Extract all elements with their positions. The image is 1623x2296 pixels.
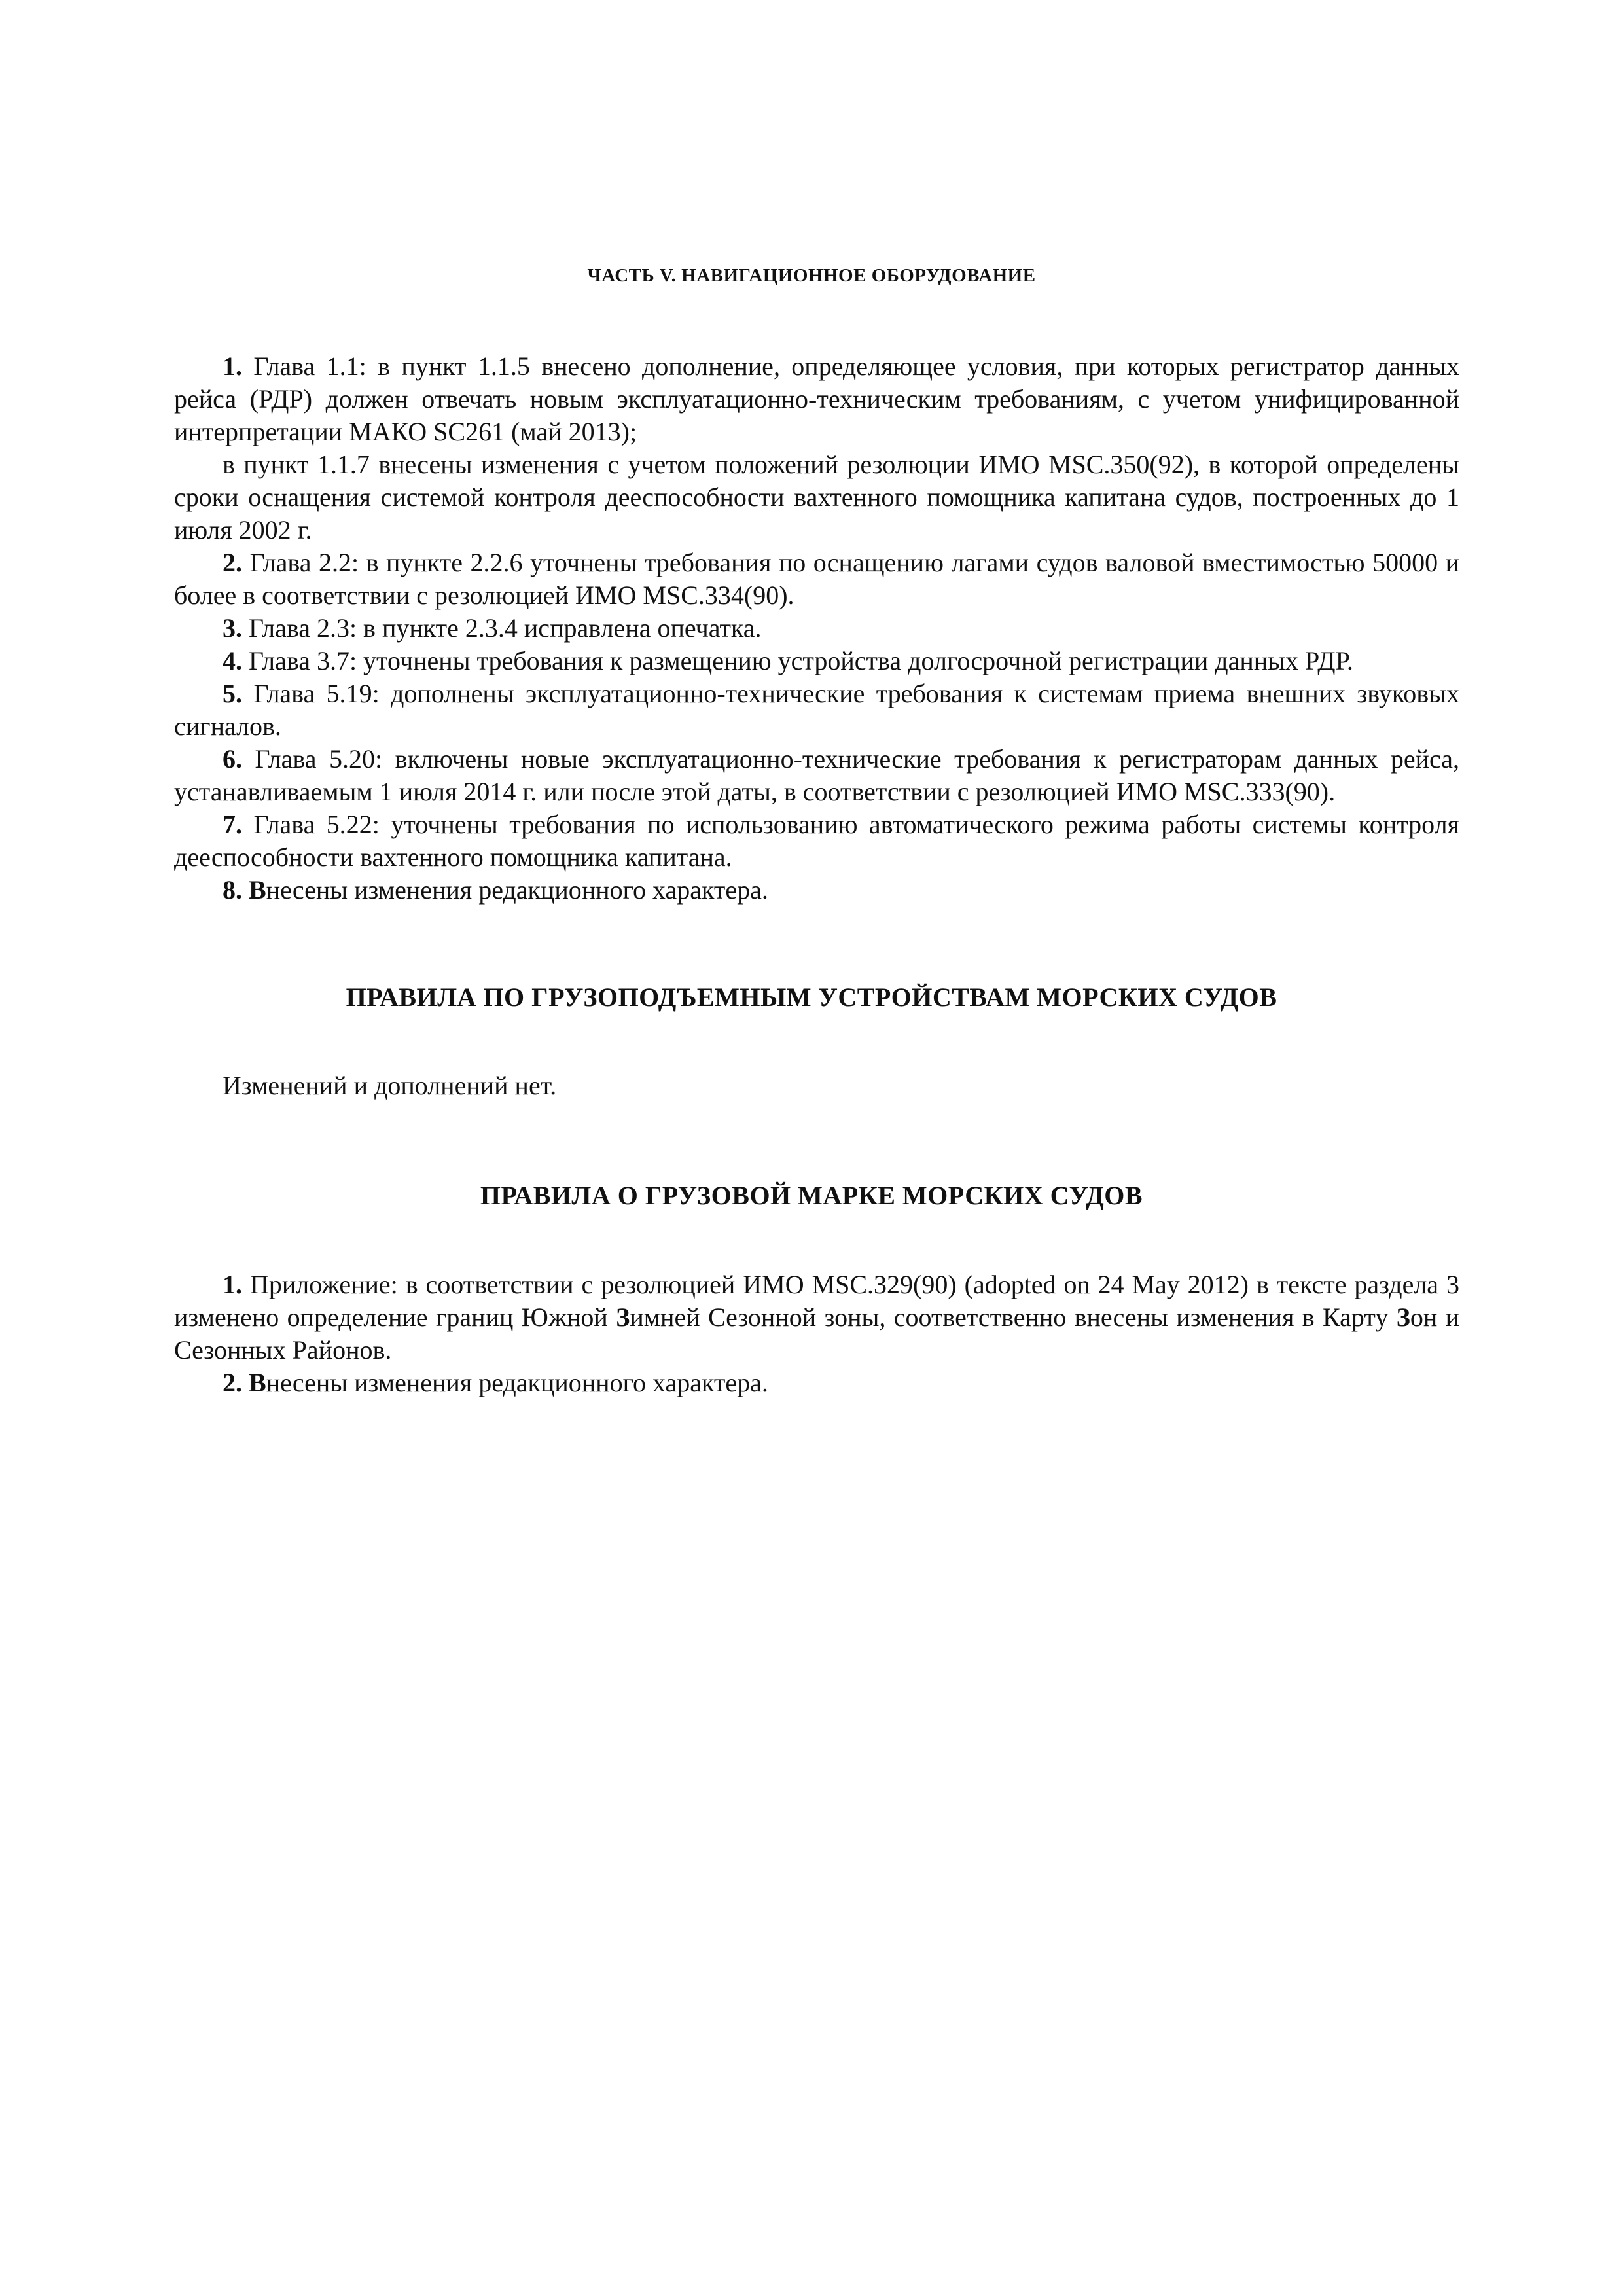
part5-item-3 bbox=[174, 612, 1459, 645]
lifting-text bbox=[174, 1069, 1459, 1102]
item-number: 4. bbox=[223, 646, 242, 675]
item-text: Глава 5.19: дополнены эксплуатационно-технические требования к системам приема внешних звуковых сигналов. bbox=[174, 679, 1459, 741]
item-text: Глава 1.1: в пункт 1.1.5 внесено дополнение, определяющее условия, при которых регистратор данных рейса (РДР) должен отвечать новым эксплуатационно-техническим требованиям, с учетом унифицированной интерпретации МАКО SC261 (май 2013); bbox=[174, 351, 1459, 446]
lifting-heading: ПРАВИЛА ПО ГРУЗОПОДЪЕМНЫМ УСТРОЙСТВАМ МОРСКИХ СУДОВ bbox=[346, 982, 1277, 1012]
part5-item-1-cont bbox=[174, 448, 1459, 547]
item-text: Глава 3.7: уточнены требования к размещению устройства долгосрочной регистрации данных РДР. bbox=[242, 646, 1353, 675]
item-number: 6. bbox=[223, 744, 242, 774]
item-text: имней Сезонной зоны, соответственно внесены изменения в Карту bbox=[630, 1302, 1397, 1332]
bold-letter: В bbox=[249, 1368, 266, 1397]
item-number: 2. bbox=[223, 548, 242, 577]
item-number: 8. bbox=[223, 875, 242, 905]
item-number: 1. bbox=[223, 1270, 242, 1299]
part5-body bbox=[174, 350, 1459, 906]
item-text: несены изменения редакционного характера. bbox=[266, 1368, 768, 1397]
loadline-body bbox=[174, 1268, 1459, 1399]
part5-item-7 bbox=[174, 808, 1459, 874]
bold-letter: З bbox=[616, 1302, 630, 1332]
bold-letter: В bbox=[249, 875, 266, 905]
item-text: он и Сезонных Районов. bbox=[174, 1302, 1460, 1365]
part5-heading: ЧАСТЬ V. НАВИГАЦИОННОЕ ОБОРУДОВАНИЕ bbox=[587, 265, 1036, 286]
item-text: Глава 5.22: уточнены требования по использованию автоматического режима работы системы контроля дееспособности вахтенного помощника капитана. bbox=[174, 810, 1459, 872]
item-text: в пункт 1.1.7 внесены изменения с учетом положений резолюции ИМО MSC.350(92), в которой определены сроки оснащения системой контроля дееспособности вахтенного помощника капитана судов, построенных до 1 июля 2002 г. bbox=[174, 450, 1459, 545]
lifting-text-span: Изменений и дополнений нет. bbox=[223, 1071, 557, 1100]
loadline-item-1 bbox=[174, 1268, 1459, 1367]
item-text: Глава 2.3: в пункте 2.3.4 исправлена опечатка. bbox=[242, 613, 762, 643]
item-number: 2. bbox=[223, 1368, 242, 1397]
part5-item-5 bbox=[174, 677, 1459, 743]
item-text: Глава 5.20: включены новые эксплуатационно-технические требования к регистраторам данных рейса, устанавливаемым 1 июля 2014 г. или после этой даты, в соответствии с резолюцией ИМО MSC.333(90). bbox=[174, 744, 1459, 806]
loadline-item-2 bbox=[174, 1367, 1459, 1399]
part5-item-8 bbox=[174, 874, 1459, 906]
item-text bbox=[242, 1368, 249, 1397]
item-number: 5. bbox=[223, 679, 242, 708]
loadline-heading: ПРАВИЛА О ГРУЗОВОЙ МАРКЕ МОРСКИХ СУДОВ bbox=[480, 1181, 1143, 1210]
part5-item-1 bbox=[174, 350, 1459, 448]
item-text: несены изменения редакционного характера. bbox=[266, 875, 768, 905]
lifting-body bbox=[174, 1069, 1459, 1102]
item-number: 1. bbox=[223, 351, 242, 381]
item-number: 7. bbox=[223, 810, 242, 839]
part5-item-4 bbox=[174, 645, 1459, 677]
item-number: 3. bbox=[223, 613, 242, 643]
part5-item-6 bbox=[174, 743, 1459, 808]
item-text: Глава 2.2: в пункте 2.2.6 уточнены требования по оснащению лагами судов валовой вместимостью 50000 и более в соответствии с резолюцией ИМО MSC.334(90). bbox=[174, 548, 1459, 610]
part5-item-2 bbox=[174, 547, 1459, 612]
item-text: Приложение: в соответствии с резолюцией ИМО MSC.329(90) (adopted on 24 May 2012) в тексте раздела 3 изменено определение границ Южной bbox=[174, 1270, 1459, 1332]
item-text bbox=[242, 875, 249, 905]
bold-letter: З bbox=[1396, 1302, 1410, 1332]
